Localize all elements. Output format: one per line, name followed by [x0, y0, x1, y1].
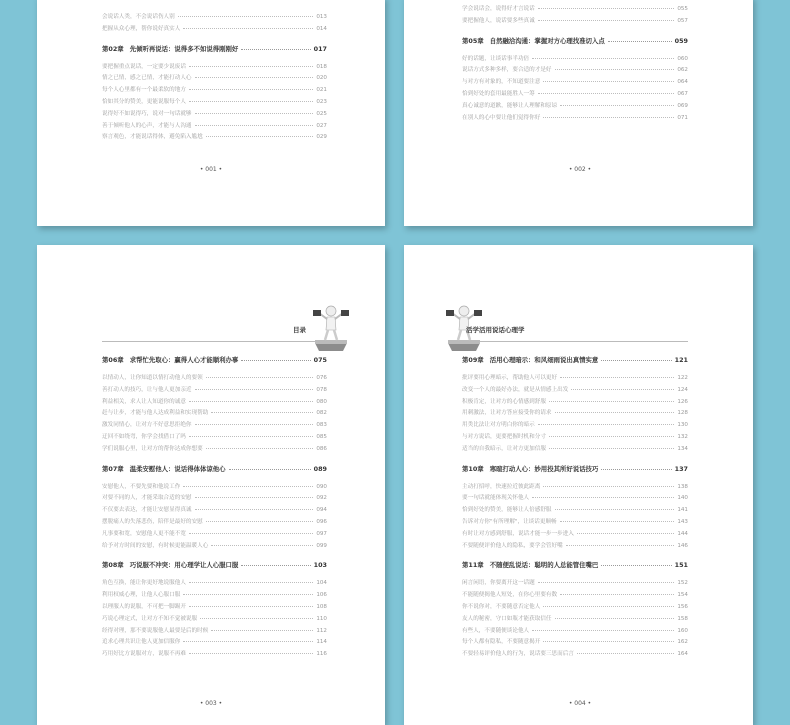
toc-list	[462, 4, 688, 124]
entry-title: 恰到好处的套用最能胜人一筹	[462, 90, 535, 97]
toc-entry	[462, 505, 688, 517]
dot-leader	[555, 509, 675, 510]
dot-leader	[183, 641, 313, 642]
toc-entry	[102, 493, 327, 505]
entry-page-number: 128	[677, 410, 688, 417]
header-rule	[462, 341, 688, 342]
toc-list	[102, 12, 327, 144]
header-rule	[102, 341, 327, 342]
dot-leader	[189, 653, 313, 654]
toc-entry	[462, 444, 688, 456]
toc-entry	[462, 16, 688, 28]
toc-entry	[462, 373, 688, 385]
entry-page-number: 060	[677, 55, 688, 62]
dot-leader	[189, 101, 313, 102]
chapter-number: 第06章	[102, 356, 124, 364]
toc-entry	[462, 614, 688, 626]
dot-leader	[206, 521, 314, 522]
dot-leader	[195, 389, 314, 390]
toc-entry	[102, 432, 327, 444]
toc-entry	[102, 73, 327, 85]
entry-title: 说得好不如说得巧，说对一句话就够	[102, 110, 192, 117]
entry-page-number: 069	[677, 102, 688, 109]
entry-page-number: 067	[677, 90, 688, 97]
dot-leader	[195, 113, 314, 114]
toc-entry	[102, 626, 327, 638]
dot-leader	[189, 533, 313, 534]
entry-title: 用类比法让对方明白你的暗示	[462, 422, 535, 429]
toc-entry	[462, 54, 688, 66]
chapter-title: 先倾听再说话：说得多不如说得刚刚好	[129, 44, 239, 53]
dot-leader	[543, 641, 674, 642]
dot-leader	[555, 618, 675, 619]
entry-page-number: 092	[316, 495, 327, 502]
dot-leader	[195, 77, 314, 78]
entry-title: 恰如其分的赞美，更能说服每个人	[102, 98, 186, 105]
running-head: 目录	[293, 326, 306, 334]
dot-leader	[538, 8, 675, 9]
toc-entry	[462, 408, 688, 420]
entry-title: 你不说你对，不要随意否定他人	[462, 603, 541, 610]
toc-entry	[102, 649, 327, 661]
dot-leader	[538, 424, 675, 425]
dot-leader	[195, 125, 314, 126]
toc-entry	[102, 614, 327, 626]
dot-leader	[577, 533, 674, 534]
chapter-number: 第09章	[462, 356, 484, 364]
dot-leader	[183, 486, 313, 487]
entry-title: 与对方说话，更要把握时机和分寸	[462, 433, 546, 440]
entry-title: 察言观色，才能说话得体，避免陷入尴尬	[102, 134, 203, 141]
entry-title: 不要轻易评价他人的行为，说话要三思而后言	[462, 651, 574, 658]
toc-entry	[102, 373, 327, 385]
chapter-number: 第05章	[462, 36, 484, 45]
chapter-number: 第02章	[102, 44, 124, 53]
toc-entry	[102, 121, 327, 133]
entry-title: 积极肯定，让对方的心情感到舒服	[462, 398, 546, 405]
entry-page-number: 029	[316, 134, 327, 141]
dot-leader	[189, 606, 313, 607]
toc-entry	[462, 637, 688, 649]
toc-entry	[462, 420, 688, 432]
dot-leader	[560, 521, 675, 522]
entry-title: 主动打招呼，快速拉近彼此距离	[462, 483, 541, 490]
entry-title: 与对方有对象的，不知道要注意	[462, 79, 541, 86]
entry-page-number: 086	[316, 445, 327, 452]
chapter-page-number: 075	[313, 356, 327, 364]
chapter-page-number: 103	[313, 561, 327, 570]
entry-page-number: 164	[677, 651, 688, 658]
toc-entry	[102, 385, 327, 397]
chapter-page-number: 059	[674, 36, 688, 45]
chapter-title: 寒暄打动人心：妙用投其所好说话技巧	[489, 464, 599, 473]
entry-page-number: 110	[316, 615, 327, 622]
entry-page-number: 144	[677, 530, 688, 537]
toc-list	[462, 347, 688, 661]
dot-leader	[241, 49, 310, 50]
entry-page-number: 114	[316, 639, 327, 646]
entry-page-number: 076	[316, 375, 327, 381]
toc-entry	[102, 578, 327, 590]
toc-chapter-heading	[102, 355, 327, 369]
toc-entry	[102, 517, 327, 529]
dot-leader	[571, 389, 674, 390]
entry-title: 赶与让步，才能与他人达成利益和实现帮助	[102, 410, 209, 417]
chapter-page-number: 151	[674, 561, 688, 570]
entry-page-number: 108	[316, 603, 327, 610]
toc-entry	[462, 113, 688, 125]
dot-leader	[566, 545, 675, 546]
dot-leader	[549, 436, 674, 437]
dot-leader	[543, 117, 674, 118]
entry-title: 要把握他人，说话要多些真诚	[462, 17, 535, 24]
toc-entry	[462, 385, 688, 397]
entry-title: 善打动人的技巧，让与他人更加亲近	[102, 386, 192, 393]
entry-title: 告诉对方你"有所理解"，让谈话更顺畅	[462, 518, 557, 525]
dot-leader	[577, 653, 674, 654]
entry-page-number: 116	[316, 651, 327, 658]
entry-page-number: 082	[316, 410, 327, 417]
dot-leader	[555, 69, 675, 70]
entry-title: 巧说心理定式，让对方不知不觉被说服	[102, 615, 198, 622]
chapter-title: 求帮忙先取心：赢得人心才能顺利办事	[129, 356, 239, 364]
dot-leader	[601, 469, 671, 470]
chapter-page-number: 121	[674, 356, 688, 364]
entry-title: 每个人都有隐私，不要随意揭开	[462, 639, 541, 646]
dot-leader	[538, 20, 675, 21]
dot-leader	[211, 412, 313, 413]
entry-title: 要把握重点说话，一定要少说废话	[102, 63, 186, 70]
entry-page-number: 080	[316, 398, 327, 405]
chapter-page-number: 137	[674, 464, 688, 473]
entry-page-number: 146	[677, 542, 688, 549]
entry-page-number: 014	[316, 25, 327, 32]
entry-page-number: 018	[316, 63, 327, 70]
chapter-title: 巧说服不冲突：用心理学让人心服口服	[129, 561, 239, 570]
dot-leader	[608, 41, 672, 42]
entry-title: 经得对理，那不要说服他人最要是后的时候	[102, 627, 209, 634]
entry-page-number: 143	[677, 518, 688, 525]
chapter-title: 不随便乱说话：聪明的人总能管住嘴巴	[489, 561, 599, 570]
dot-leader	[532, 630, 674, 631]
toc-chapter-heading	[102, 464, 327, 478]
toc-chapter-heading	[462, 355, 688, 369]
page-number: • 003 •	[199, 700, 223, 707]
dot-leader	[543, 606, 674, 607]
entry-page-number: 064	[677, 79, 688, 86]
entry-title: 给予对方时间的安慰，有时候更能温暖人心	[102, 542, 209, 549]
entry-page-number: 099	[316, 542, 327, 549]
dot-leader	[538, 582, 675, 583]
dot-leader	[241, 565, 310, 566]
dot-leader	[560, 594, 674, 595]
entry-title: 说话方式多种多样，要合适的才是好	[462, 67, 552, 74]
dot-leader	[178, 16, 314, 17]
toc-entry	[462, 65, 688, 77]
entry-page-number: 134	[677, 445, 688, 452]
toc-entry	[462, 517, 688, 529]
page-number: • 001 •	[199, 166, 223, 173]
entry-page-number: 094	[316, 507, 327, 514]
chapter-title: 温柔安慰他人：说话得体体谅他心	[129, 464, 226, 473]
entry-title: 要一句话就能体现关怀他人	[462, 495, 530, 502]
dot-leader	[560, 377, 674, 378]
toc-entry	[102, 24, 327, 36]
entry-page-number: 132	[677, 433, 688, 440]
dot-leader	[183, 594, 313, 595]
dot-leader	[601, 360, 671, 361]
entry-title: 有些人，不要随便谈论他人	[462, 627, 530, 634]
toc-entry	[102, 62, 327, 74]
entry-page-number: 023	[316, 98, 327, 105]
entry-page-number: 160	[677, 627, 688, 634]
entry-page-number: 090	[316, 483, 327, 490]
dot-leader	[189, 582, 313, 583]
entry-title: 在别人的心中要让他们觉得你好	[462, 114, 541, 121]
entry-title: 对要不同的人，才能采取合适的安慰	[102, 495, 192, 502]
entry-page-number: 083	[316, 422, 327, 429]
dot-leader	[555, 412, 675, 413]
entry-title: 真心诚意的道歉，能够让人理解和原谅	[462, 102, 558, 109]
toc-entry	[102, 444, 327, 456]
toc-entry	[462, 529, 688, 541]
dot-leader	[532, 58, 674, 59]
entry-title: 好的话题，让谈话事半功倍	[462, 55, 530, 62]
entry-page-number: 106	[316, 592, 327, 599]
toc-entry	[462, 541, 688, 553]
toc-entry	[462, 649, 688, 661]
chapter-title: 自然融洽沟通：掌握对方心理找准切入点	[489, 36, 605, 45]
entry-title: 利用权威心理，让他人心服口服	[102, 592, 181, 599]
toc-entry	[462, 626, 688, 638]
dot-leader	[195, 497, 314, 498]
toc-entry	[102, 637, 327, 649]
entry-title: 凡事要和宽，安慰他人更不能不宽	[102, 530, 186, 537]
entry-page-number: 055	[677, 6, 688, 12]
entry-page-number: 021	[316, 87, 327, 94]
dot-leader	[241, 360, 310, 361]
dot-leader	[560, 105, 674, 106]
entry-title: 有时让对方感到舒服，说话才能一步一步进入	[462, 530, 574, 537]
chapter-number: 第11章	[462, 561, 484, 570]
entry-page-number: 130	[677, 422, 688, 429]
entry-title: 不能随便揭他人短处，在你心里要有数	[462, 592, 558, 599]
toc-entry	[102, 590, 327, 602]
entry-title: 会说话人类，不会说话伤人别	[102, 14, 175, 20]
toc-entry	[102, 541, 327, 553]
entry-title: 闲言闲语，你要离开这一话题	[462, 580, 535, 587]
book-page-004	[404, 245, 753, 725]
entry-page-number: 078	[316, 386, 327, 393]
toc-chapter-heading	[462, 36, 688, 50]
entry-page-number: 156	[677, 603, 688, 610]
entry-title: 迂回不如绕弯，你学会找借口了吗	[102, 433, 186, 440]
entry-title: 每个人心里都有一个最柔软的地方	[102, 87, 186, 94]
running-head: 活学活用说话心理学	[466, 326, 525, 334]
dot-leader	[189, 436, 313, 437]
page-number: • 002 •	[568, 166, 592, 173]
chapter-title: 活用心理暗示：和风细雨说出真情实意	[489, 356, 599, 364]
toc-chapter-heading	[462, 560, 688, 574]
toc-entry	[102, 85, 327, 97]
dot-leader	[211, 630, 313, 631]
toc-entry	[462, 4, 688, 16]
toc-entry	[102, 505, 327, 517]
dot-leader	[195, 424, 314, 425]
dot-leader	[200, 618, 313, 619]
dot-leader	[549, 401, 674, 402]
entry-title: 情之已情，感之已情，才能打动人心	[102, 75, 192, 82]
entry-title: 以理服人的说服，不可把一脚踢开	[102, 603, 186, 610]
entry-page-number: 013	[316, 14, 327, 20]
dot-leader	[183, 28, 313, 29]
dot-leader	[206, 377, 314, 378]
entry-title: 批评要用心理暗示，帮助他人可以更好	[462, 375, 558, 381]
entry-title: 学会说话会，说得好才言说话	[462, 6, 535, 12]
toc-entry	[462, 493, 688, 505]
toc-entry	[462, 602, 688, 614]
toc-entry	[102, 482, 327, 494]
dot-leader	[543, 81, 674, 82]
dot-leader	[195, 509, 314, 510]
dot-leader	[543, 486, 674, 487]
entry-title: 适当的自我暗示，让对方更加信服	[462, 445, 546, 452]
entry-page-number: 162	[677, 639, 688, 646]
dot-leader	[532, 497, 674, 498]
entry-page-number: 096	[316, 518, 327, 525]
book-page-003	[37, 245, 385, 725]
toc-chapter-heading	[462, 464, 688, 478]
entry-page-number: 124	[677, 386, 688, 393]
toc-entry	[102, 420, 327, 432]
toc-entry	[462, 590, 688, 602]
dot-leader	[549, 448, 674, 449]
entry-title: 不仅要去表达，才能让安慰显得真诚	[102, 507, 192, 514]
dot-leader	[229, 469, 311, 470]
entry-title: 摆脱痛人的失落悲伤，陪伴是最好的安慰	[102, 518, 203, 525]
chapter-number: 第08章	[102, 561, 124, 570]
toc-entry	[102, 602, 327, 614]
figure-lifting-dumbbell-icon	[309, 303, 353, 353]
chapter-number: 第07章	[102, 464, 124, 473]
entry-title: 角色互换，能让你更好地说服他人	[102, 580, 186, 587]
entry-page-number: 126	[677, 398, 688, 405]
toc-entry	[462, 397, 688, 409]
dot-leader	[211, 545, 313, 546]
dot-leader	[538, 93, 675, 94]
dot-leader	[189, 401, 313, 402]
chapter-page-number: 089	[313, 464, 327, 473]
entry-page-number: 071	[677, 114, 688, 121]
dot-leader	[189, 66, 313, 67]
entry-page-number: 158	[677, 615, 688, 622]
entry-title: 追求心理共识让他人更加信服你	[102, 639, 181, 646]
toc-entry	[462, 432, 688, 444]
dot-leader	[206, 136, 314, 137]
toc-entry	[462, 578, 688, 590]
entry-title: 学们说服心里，让对方的帮你达成你想要	[102, 445, 203, 452]
book-page-001	[37, 0, 385, 226]
entry-title: 不要随便评价他人的隐私，要学会管好嘴	[462, 542, 563, 549]
entry-page-number: 020	[316, 75, 327, 82]
entry-title: 友人的秘密，守口如瓶才能获取信任	[462, 615, 552, 622]
entry-page-number: 097	[316, 530, 327, 537]
dot-leader	[601, 565, 671, 566]
toc-list	[102, 347, 327, 661]
entry-page-number: 140	[677, 495, 688, 502]
toc-chapter-heading	[102, 560, 327, 574]
entry-page-number: 057	[677, 17, 688, 24]
toc-entry	[102, 408, 327, 420]
entry-page-number: 154	[677, 592, 688, 599]
toc-entry	[102, 12, 327, 24]
chapter-number: 第10章	[462, 464, 484, 473]
toc-entry	[462, 89, 688, 101]
entry-title: 利益相关，求人让人知道你的诚意	[102, 398, 186, 405]
entry-title: 激发同情心，让对方不好意思拒绝你	[102, 422, 192, 429]
toc-entry	[102, 109, 327, 121]
entry-title: 巧用好比方说服对方，说服不再难	[102, 651, 186, 658]
book-page-002	[404, 0, 753, 226]
entry-title: 善于倾听他人的心声，才能与人沟通	[102, 122, 192, 129]
entry-page-number: 104	[316, 580, 327, 587]
entry-title: 用刺激法，让对方答应接受你的请求	[462, 410, 552, 417]
dot-leader	[189, 89, 313, 90]
chapter-page-number: 017	[313, 44, 327, 53]
entry-page-number: 027	[316, 122, 327, 129]
toc-entry	[102, 132, 327, 144]
entry-page-number: 112	[316, 627, 327, 634]
entry-title: 恰到好处的赞美，能够让人倍感舒服	[462, 507, 552, 514]
dot-leader	[206, 448, 314, 449]
entry-page-number: 138	[677, 483, 688, 490]
entry-title: 改变一个人的最好办法，就是从情感上出发	[462, 386, 569, 393]
entry-page-number: 025	[316, 110, 327, 117]
entry-page-number: 062	[677, 67, 688, 74]
toc-entry	[102, 529, 327, 541]
entry-title: 把握从众心理，帮你说好真实人	[102, 25, 181, 32]
entry-page-number: 141	[677, 507, 688, 514]
toc-entry	[462, 77, 688, 89]
toc-entry	[102, 397, 327, 409]
toc-chapter-heading	[102, 44, 327, 58]
page-number: • 004 •	[568, 700, 592, 707]
toc-entry	[462, 482, 688, 494]
toc-entry	[462, 101, 688, 113]
entry-page-number: 085	[316, 433, 327, 440]
entry-page-number: 152	[677, 580, 688, 587]
entry-title: 安慰他人，不要先要和他说工作	[102, 483, 181, 490]
toc-entry	[102, 97, 327, 109]
entry-title: 以情动人，让你知道以情打动他人的要领	[102, 375, 203, 381]
entry-page-number: 122	[677, 375, 688, 381]
